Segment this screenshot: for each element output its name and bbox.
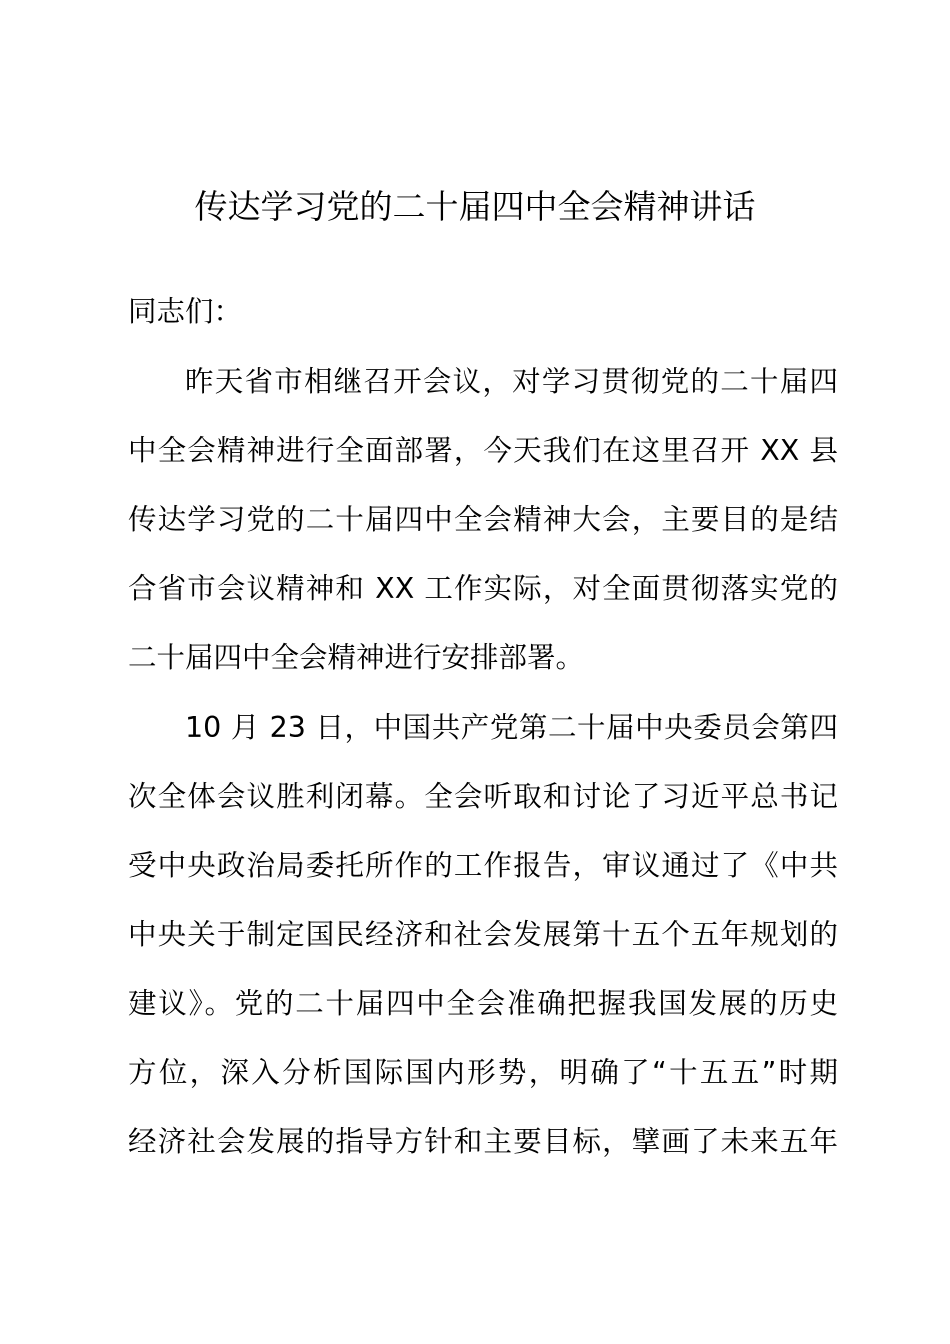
paragraph-line: 建议》。党的二十届四中全会准确把握我国发展的历史	[128, 987, 838, 1020]
document-title: 传达学习党的二十届四中全会精神讲话	[194, 187, 756, 226]
paragraph-line: 次全体会议胜利闭幕。全会听取和讨论了习近平总书记	[128, 780, 838, 813]
paragraph-line: 10 月 23 日，中国共产党第二十届中央委员会第四	[185, 711, 838, 744]
paragraph-line: 二十届四中全会精神进行安排部署。	[128, 641, 585, 674]
salutation: 同志们：	[128, 295, 243, 328]
paragraph-line: 传达学习党的二十届四中全会精神大会，主要目的是结	[128, 503, 838, 536]
paragraph-line: 昨天省市相继召开会议，对学习贯彻党的二十届四	[185, 365, 838, 398]
paragraph-line: 中央关于制定国民经济和社会发展第十五个五年规划的	[128, 918, 838, 951]
paragraph-line: 合省市会议精神和 XX 工作实际，对全面贯彻落实党的	[128, 572, 838, 605]
paragraph-line: 受中央政治局委托所作的工作报告，审议通过了《中共	[128, 849, 838, 882]
paragraph-line: 方位，深入分析国际国内形势，明确了“十五五”时期	[128, 1056, 838, 1089]
paragraph-line: 中全会精神进行全面部署，今天我们在这里召开 XX 县	[128, 434, 838, 467]
paragraph-line: 经济社会发展的指导方针和主要目标，擘画了未来五年	[128, 1125, 838, 1158]
